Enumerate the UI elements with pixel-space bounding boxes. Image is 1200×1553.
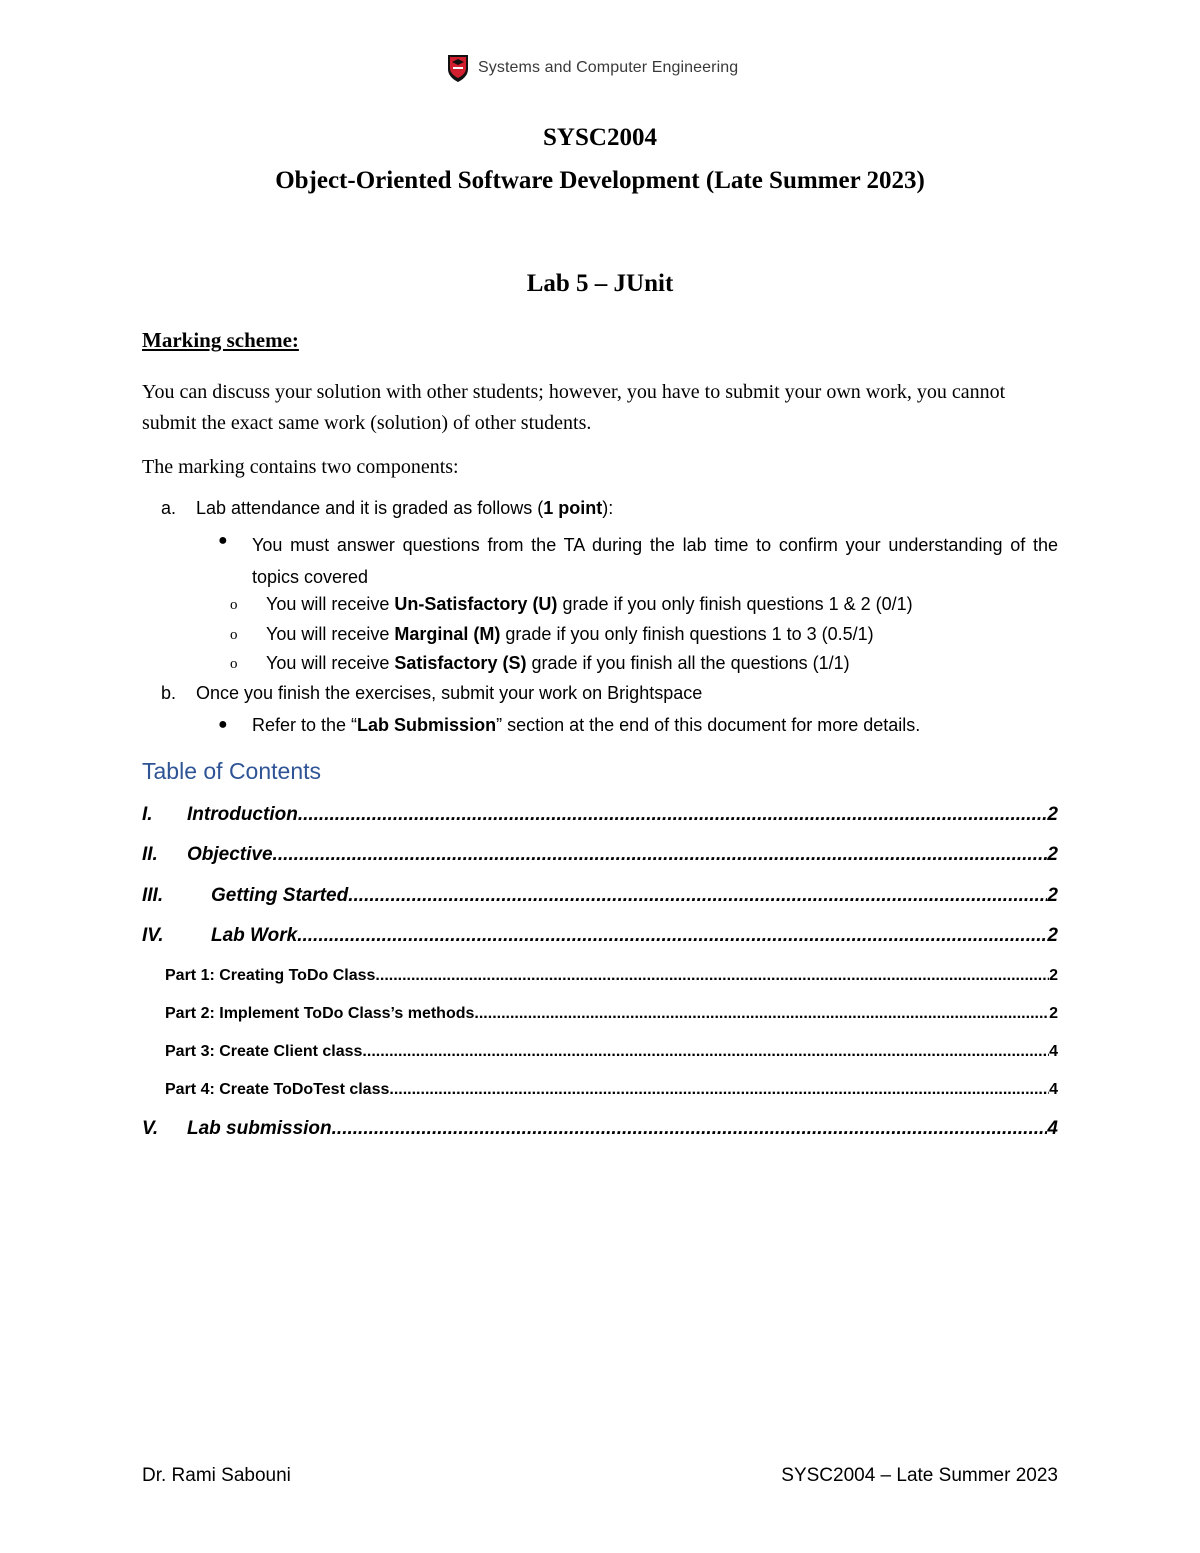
lab-attendance-item: Lab attendance and it is graded as follows (1 point): [196,498,614,518]
toc-entry-lab-work[interactable]: IV. Lab Work ..... 2 [142,925,1058,947]
toc-entry-part-2[interactable]: Part 2: Implement ToDo Class’s methods ..... 2 [165,1005,1058,1023]
bullet-icon: ● [218,532,228,549]
bullet-icon: ● [218,716,228,733]
grade-marginal: You will receive Marginal (M) grade if you only finish questions 1 to 3 (0.5/1) [266,624,874,644]
marking-components-paragraph: The marking contains two components: [142,456,459,478]
footer-author: Dr. Rami Sabouni [142,1465,291,1486]
lab-submission-reference: Refer to the “Lab Submission” section at the end of this document for more details. [252,715,921,735]
submission-item: Once you finish the exercises, submit your work on Brightspace [196,683,703,703]
department-name: Systems and Computer Engineering [478,59,739,76]
department-logo [446,52,738,84]
list-marker-a: a. [161,498,177,518]
list-marker-b: b. [161,683,177,703]
toc-entry-getting-started[interactable]: III. Getting Started ..... 2 [142,885,1058,907]
marking-scheme-heading: Marking scheme: [142,328,299,352]
collaboration-policy-paragraph: You can discuss your solution with other students; however, you have to submit your own work, you cannot submit the exact same work (solution) of other students. [142,381,1006,434]
circle-bullet-icon: o [230,656,238,672]
circle-bullet-icon: o [230,627,238,643]
toc-entry-part-1[interactable]: Part 1: Creating ToDo Class ..... 2 [165,967,1058,985]
course-title: Object-Oriented Software Development (Late Summer 2023) [275,167,925,194]
toc-entry-part-4[interactable]: Part 4: Create ToDoTest class. ..... 4 [165,1081,1058,1099]
toc-entry-lab-submission[interactable]: V. Lab submission ..... 4 [142,1118,1058,1140]
toc-entry-objective[interactable]: II. Objective ..... 2 [142,844,1058,866]
footer-course-term: SYSC2004 – Late Summer 2023 [781,1465,1058,1486]
circle-bullet-icon: o [230,597,238,613]
lab-title: Lab 5 – JUnit [526,270,674,297]
toc-entry-part-3[interactable]: Part 3: Create Client class. ..... 4 [165,1043,1058,1061]
ta-questions-bullet: You must answer questions from the TA during the lab time to confirm your understanding of the topics covered [252,535,1058,587]
toc-heading: Table of Contents [142,758,322,784]
university-shield-icon [446,53,470,83]
toc-entry-introduction[interactable]: I. Introduction ..... 2 [142,804,1058,826]
grade-unsatisfactory: You will receive Un-Satisfactory (U) grade if you only finish questions 1 & 2 (0/1) [266,594,913,614]
course-code: SYSC2004 [543,124,657,151]
grade-satisfactory: You will receive Satisfactory (S) grade if you finish all the questions (1/1) [266,653,850,673]
